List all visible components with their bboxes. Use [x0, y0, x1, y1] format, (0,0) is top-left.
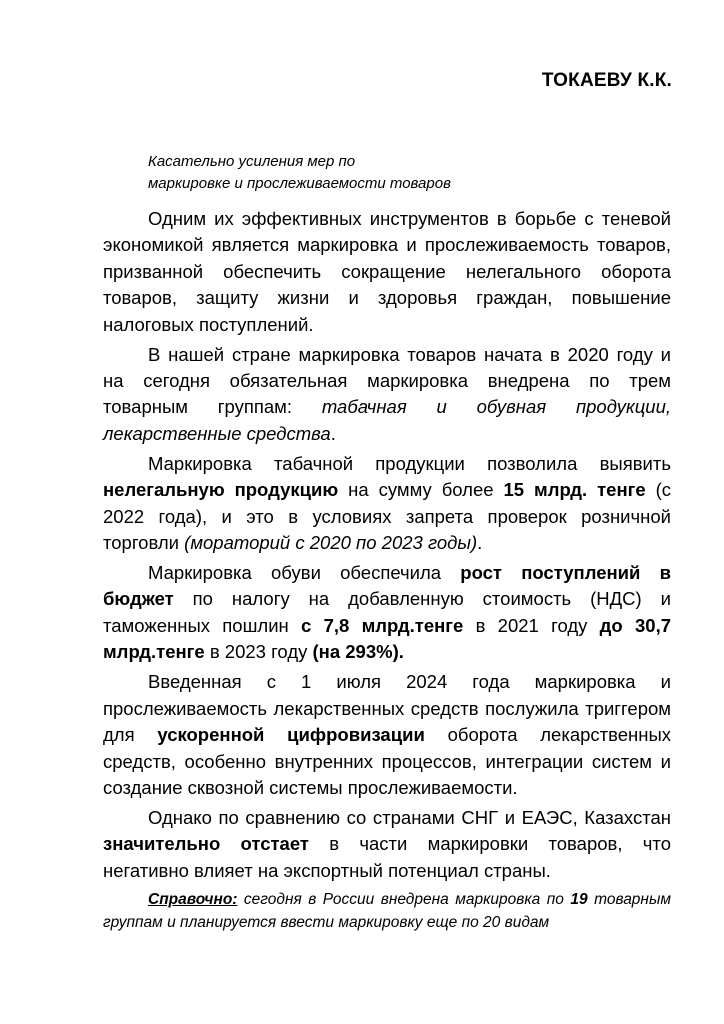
paragraph-6 — [103, 805, 671, 884]
paragraph-4-text-2: по налогу на добавленную стоимость (НДС) и таможенных пошлин — [103, 588, 671, 636]
addressee: ТОКАЕВУ К.К. — [541, 70, 672, 91]
paragraph-3 — [103, 451, 671, 557]
reference-text: сегодня в России внедрена маркировка по — [237, 890, 571, 908]
paragraph-3-text: Маркировка табачной продукции позволила выявить — [148, 452, 671, 474]
paragraph-6-text-2: в части маркировки товаров, что негативно влияет на экспортный потенциал страны. — [103, 833, 671, 881]
paragraph-4-bold-2: с 7,8 млрд.тенге — [301, 614, 464, 636]
document-body — [103, 206, 671, 934]
paragraph-3-bold-1: нелегальную продукцию — [103, 479, 339, 501]
paragraph-2 — [103, 342, 671, 448]
paragraph-3-end: . — [477, 532, 483, 554]
paragraph-4-bold-3: до 30,7 млрд.тенге — [103, 614, 671, 663]
reference-text-2: товарным группам и планируется ввести маркировку еще по — [103, 890, 671, 931]
subject-line — [148, 151, 451, 195]
paragraph-1-text: Одним их эффективных инструментов в борьбе с теневой экономикой является маркировка и прослеживаемость товаров, призванной обеспечить сокращение нелегального оборота товаров, защиту жизни и здоровья граждан, повышение налоговых поступлений. — [103, 208, 671, 335]
paragraph-6-text: Однако по сравнению со странами СНГ и ЕАЭС, Казахстан — [148, 806, 671, 828]
paragraph-3-bold-2: 15 млрд. тенге — [503, 479, 646, 501]
paragraph-5 — [103, 669, 671, 801]
paragraph-6-bold: значительно отстает — [103, 833, 309, 855]
subject-line-2: маркировке и прослеживаемости товаров — [148, 175, 451, 192]
paragraph-5-text: Введенная с 1 июля 2024 года маркировка и прослеживаемость лекарственных средств послужила триггером для — [103, 671, 671, 746]
paragraph-4 — [103, 560, 671, 666]
reference-note — [103, 888, 671, 934]
paragraph-5-bold: ускоренной цифровизации — [157, 724, 425, 746]
paragraph-4-bold-4: (на 293%). — [312, 641, 404, 663]
paragraph-3-text-2: на сумму более — [338, 479, 504, 501]
paragraph-3-emphasis: (мораторий с 2020 по 2023 годы) — [184, 532, 478, 554]
paragraph-1 — [103, 206, 671, 338]
paragraph-4-bold-1: рост поступлений в бюджет — [103, 562, 671, 610]
paragraph-5-text-2: оборота лекарственных средств, особенно внутренних процессов, интеграции систем и создание сквозной системы прослеживаемости. — [103, 724, 672, 798]
paragraph-2-emphasis: табачная и обувная продукции, лекарственные средства — [103, 396, 671, 444]
reference-number-2: 20 — [483, 913, 501, 931]
reference-bold-1: 19 — [570, 890, 588, 908]
paragraph-4-text: Маркировка обуви обеспечила — [148, 562, 461, 584]
reference-text-3: видам — [500, 913, 550, 931]
reference-label: Справочно: — [148, 890, 238, 908]
paragraph-4-text-3: в 2021 году — [463, 614, 600, 636]
paragraph-2-end: . — [330, 422, 336, 444]
paragraph-3-text-3: (с 2022 года), и это в условиях запрета проверок розничной торговли — [103, 479, 671, 554]
paragraph-4-text-4: в 2023 году — [204, 641, 313, 663]
paragraph-2-text: В нашей стране маркировка товаров начата в 2020 году и на сегодня обязательная маркировка внедрена по трем товарным группам: — [103, 343, 671, 418]
subject-line-1: Касательно усиления мер по — [148, 153, 356, 170]
